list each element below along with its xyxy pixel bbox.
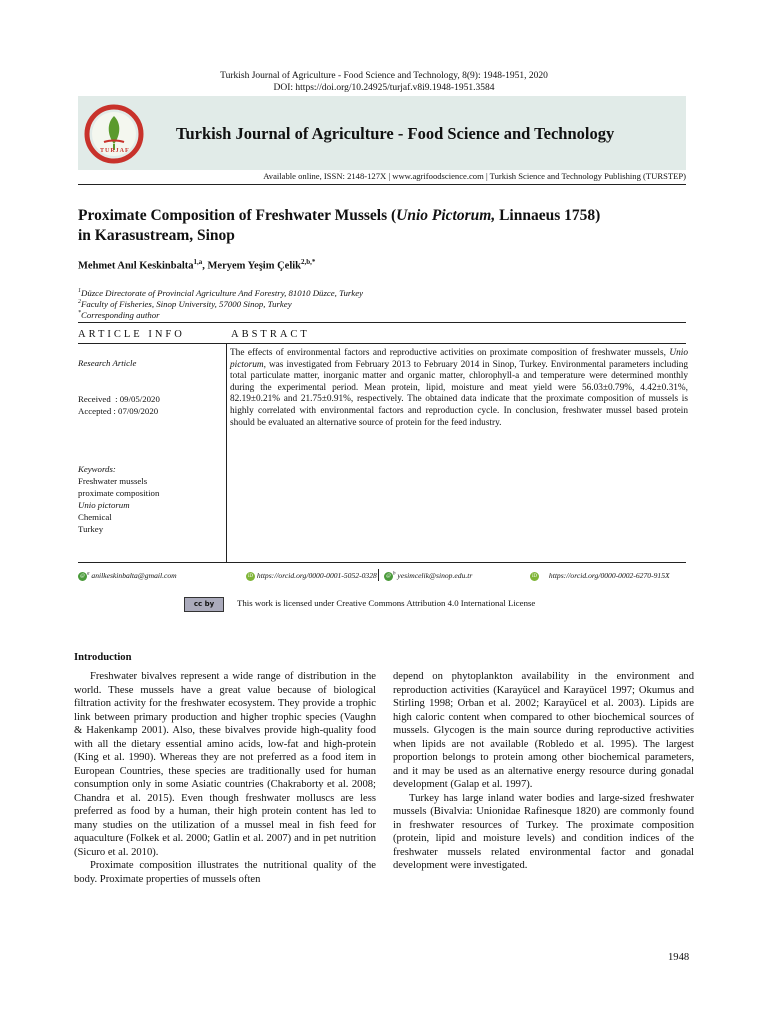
- paragraph: Proximate composition illustrates the nutritional quality of the body. Proximate properties of mussels often: [74, 860, 376, 885]
- contact-divider: [378, 569, 379, 581]
- keyword-item: Turkey: [78, 524, 104, 534]
- keywords-label: Keywords:: [78, 464, 116, 474]
- email-2[interactable]: @ $^b$ yesimcelik@sinop.edu.tr: [384, 571, 472, 581]
- column-divider: [226, 343, 227, 563]
- paragraph: Turkey has large inland water bodies and large-sized freshwater mussels (Bivalvia: Unionidae Rafinesque 1820) are commonly found in freshwater resources of Turkey. The proximate composition (protein, lipid and moisture levels) and condition indices of the freshwater mussels related environmental factor and gonadal development were investigated.: [393, 792, 694, 871]
- info-mid-rule: [78, 343, 686, 344]
- orcid-2[interactable]: iD https://orcid.org/0000-0002-6270-915X: [532, 571, 670, 580]
- page-number: 1948: [668, 952, 690, 963]
- logo-text: TURJAF: [100, 148, 130, 154]
- email-icon: @: [78, 572, 87, 581]
- email-1[interactable]: @ $^a$ anilkeskinbalta@gmail.com: [78, 571, 177, 581]
- keyword-item: Unio pictorum: [78, 500, 130, 510]
- received-date: Received : 09/05/2020: [78, 394, 160, 404]
- license-text: This work is licensed under Creative Commons Attribution 4.0 International License: [237, 598, 536, 608]
- abstract-heading: ABSTRACT: [231, 329, 310, 340]
- affiliation-2: $^2$Faculty of Fisheries, Sinop University, 57000 Sinop, Turkey: [78, 298, 292, 309]
- email-icon: @: [384, 572, 393, 581]
- keyword-item: proximate composition: [78, 488, 160, 498]
- body-right-column: [393, 670, 694, 873]
- article-info-heading: ARTICLE INFO: [78, 329, 185, 340]
- header-divider: [78, 184, 686, 185]
- keyword-item: Freshwater mussels: [78, 476, 148, 486]
- paragraph: Freshwater bivalves represent a wide range of distribution in the world. These mussels have a great value because of biological filtration activity for the freshwater ecosystem. They provide a trophic link between primary production and higher trophic species (Vaughn & Hakenkamp 2001). Also, these bivalves provide high-quality food with all the dietary essential amino acids, low-fat and high-protein (King et al. 1990). Whereas they are not preferred as a food item in European Countries, these species are traditionally used for human consumption only in some Asiatic countries (Chakraborty et al. 2008; Chandra et al. 2015). Even though freshwater molluscs are less preferred as food by a human, their high protein content has led to many studies on the utilization of a mussel meal in fish feed for aquaculture (Folkek et al. 2000; Gatlin et al. 2007) and in pet nutrition (Sicuro et al. 2010).: [74, 671, 376, 858]
- turjaf-logo-icon: [84, 104, 144, 164]
- corresponding-note: *Corresponding author: [78, 309, 160, 320]
- article-type: Research Article: [78, 358, 137, 368]
- journal-citation: Turkish Journal of Agriculture - Food Science and Technology, 8(9): 1948-1951, 2020: [220, 71, 548, 81]
- author-list: Mehmet Anıl Keskinbalta$^{1,a}$, Meryem Yeşim Çelik$^{2,b,*}$: [78, 258, 316, 272]
- availability-line: Available online, ISSN: 2148-127X | www.agrifoodscience.com | Turkish Science and Technology Publishing (TURSTEP): [263, 171, 686, 181]
- body-left-column: [74, 670, 376, 886]
- accepted-date: Accepted : 07/09/2020: [78, 406, 159, 416]
- cc-license-icon[interactable]: cc by: [184, 597, 224, 612]
- doi-link[interactable]: DOI: https://doi.org/10.24925/turjaf.v8i9.1948-1951.3584: [273, 83, 495, 93]
- info-top-rule: [78, 322, 686, 323]
- article-title: Proximate Composition of Freshwater Mussels (Unio Pictorum, Linnaeus 1758) in Karasustream, Sinop: [78, 207, 601, 244]
- section-heading-introduction: Introduction: [74, 652, 132, 663]
- orcid-icon: iD: [532, 573, 537, 579]
- info-bottom-rule: [78, 562, 686, 563]
- abstract-text: The effects of environmental factors and reproductive activities on proximate composition of freshwater mussels, Unio pictorum, was investigated from February 2013 to February 2014 in Sinop, Turkey. Environmental parameters including total particulate matter, inorganic matter and organic matter, chlorophyll-a and temperature were determined monthly during the experimental period. Mean protein, lipid, moisture and meat yield were 56.03±0.79%, 4.42±0.31%, 82.19±0.21% and 21.75±0.91%, respectively. The obtained data indicate that the proximate composition of mussels is highly correlated with environmental factors and reproduction cycle. In conclusion, freshwater mussel based protein should be evaluated an alternative source of protein for the feed industry.: [230, 348, 688, 428]
- keyword-item: Chemical: [78, 512, 112, 522]
- paragraph: depend on phytoplankton availability in the environment and reproduction activities (Karayücel and Karayücel 1997; Okumus and Stirling 1998; Orban et al. 2002; Karayücel et al. 2003). Lipids are high caloric content when compared to other biochemical sources of mussels. Glycogen is the main source during reproductive activities when lipids are not available (Robledo et al. 1995). The largest proportion belongs to protein among other biochemical parameters, and it may be used as an alternative energy resource during gonadal development (Galap et al. 1997).: [393, 671, 694, 790]
- orcid-icon: iD: [248, 573, 253, 579]
- affiliation-1: $^1$Düzce Directorate of Provincial Agriculture And Forestry, 81010 Düzce, Turkey: [78, 287, 364, 298]
- orcid-1[interactable]: iD https://orcid.org/0000-0001-5052-0328: [248, 571, 377, 580]
- journal-title: Turkish Journal of Agriculture - Food Science and Technology: [176, 124, 615, 143]
